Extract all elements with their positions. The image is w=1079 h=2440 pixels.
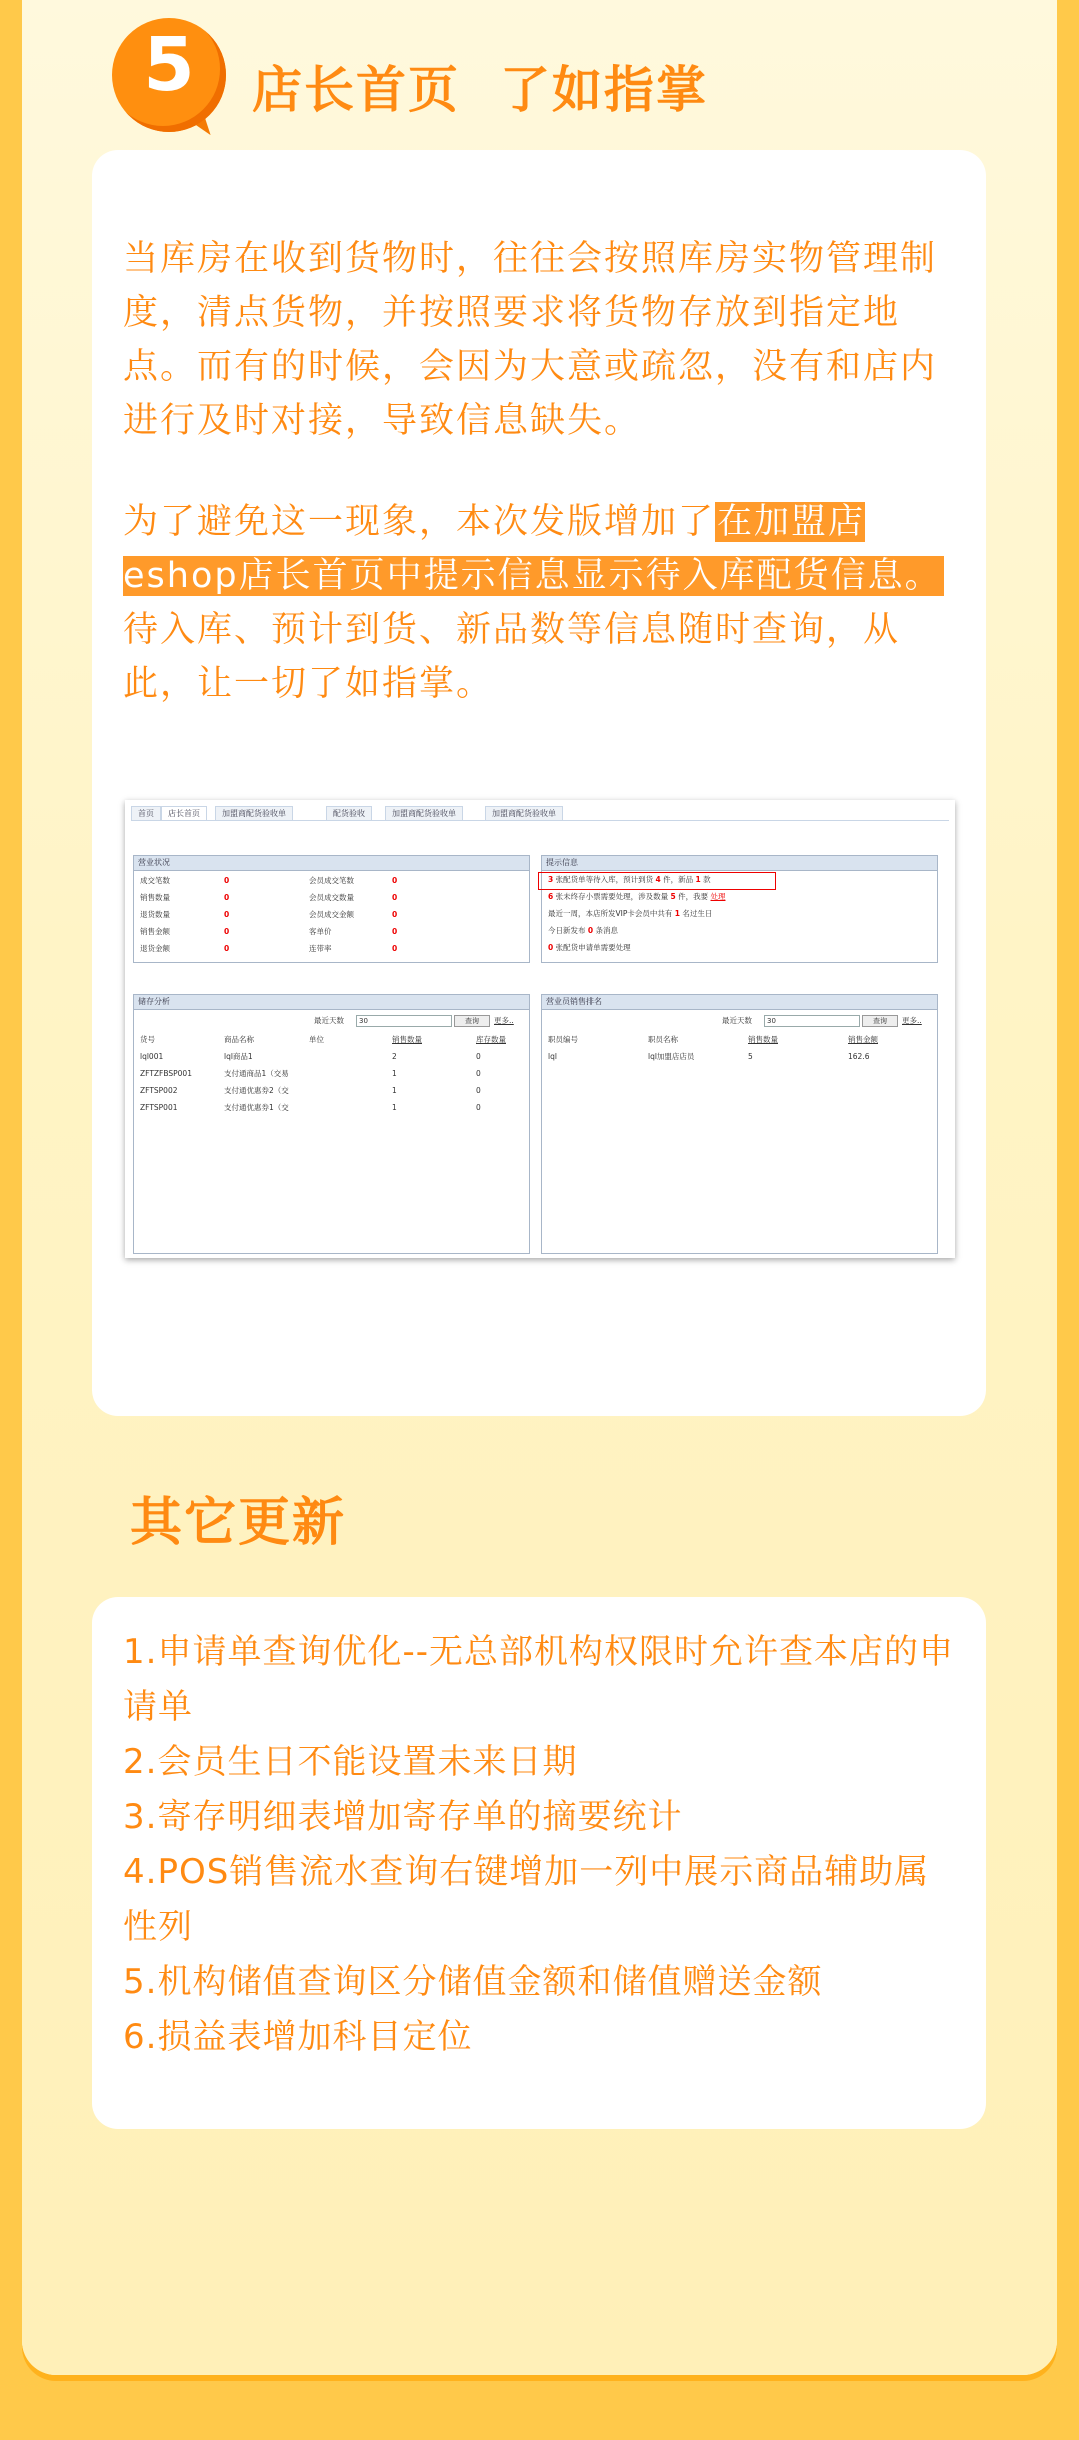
sales-label-7: 销售金额 <box>140 927 170 936</box>
sales-value-3: 0 <box>224 893 230 902</box>
tab-franchise-receipt-3[interactable]: 加盟商配货验收单 <box>485 806 563 820</box>
notice-panel <box>541 855 938 963</box>
stock-row-2-name: 支付通商品1（交易 <box>224 1069 289 1078</box>
section-title-main: 店长首页 <box>252 61 460 119</box>
sales-panel-title: 营业状况 <box>134 856 529 871</box>
rank-row-1-amount: 162.6 <box>848 1052 870 1061</box>
notice-line-3: 最近一周，本店所发VIP卡会员中共有 1 名过生日 <box>548 909 713 918</box>
stock-row-1-stock: 0 <box>476 1052 481 1061</box>
stock-row-3-stock: 0 <box>476 1086 481 1095</box>
notice-line-4: 今日新发布 0 条消息 <box>548 926 618 935</box>
stock-query-button[interactable]: 查询 <box>454 1015 490 1027</box>
stock-header-sales[interactable]: 销售数量 <box>392 1035 422 1044</box>
section-title <box>252 50 708 122</box>
sales-label-9: 退货金额 <box>140 944 170 953</box>
stock-days-input[interactable]: 30 <box>356 1015 452 1027</box>
stock-header-code: 货号 <box>140 1035 155 1044</box>
tab-home[interactable]: 首页 <box>131 806 161 820</box>
tab-bar <box>131 806 949 821</box>
sales-rank-panel <box>541 994 938 1254</box>
section-title-sub: 了如指掌 <box>500 61 708 119</box>
sales-label-2: 会员成交笔数 <box>309 876 354 885</box>
sales-value-4: 0 <box>392 893 398 902</box>
sales-label-6: 会员成交金额 <box>309 910 354 919</box>
update-item-1: 1.申请单查询优化--无总部机构权限时允许查本店的申请单 <box>123 1632 954 1727</box>
section-number-badge <box>112 18 226 132</box>
rank-days-label: 最近天数 <box>722 1016 752 1025</box>
rank-header-id: 职员编号 <box>548 1035 578 1044</box>
rank-header-amount[interactable]: 销售金额 <box>848 1035 878 1044</box>
stock-row-2-stock: 0 <box>476 1069 481 1078</box>
rank-row-1-id: lql <box>548 1052 557 1061</box>
notice-line-1: 3 张配货单等待入库，预计到货 4 件，新品 1 款 <box>548 875 711 884</box>
updates-list <box>123 1625 963 2065</box>
intro-para2-highlight: 在加盟店eshop店长首页中提示信息显示待入库配货信息。 <box>123 502 942 596</box>
sales-status-panel <box>133 855 530 963</box>
sales-value-5: 0 <box>224 910 230 919</box>
sales-value-7: 0 <box>224 927 230 936</box>
intro-paragraph-2 <box>123 495 953 711</box>
tab-receipt-check[interactable]: 配货验收 <box>326 806 372 820</box>
stock-row-4-stock: 0 <box>476 1103 481 1112</box>
sales-label-1: 成交笔数 <box>140 876 170 885</box>
other-updates-title: 其它更新 <box>130 1493 347 1553</box>
sales-label-10: 连带率 <box>309 944 332 953</box>
stock-row-3-code: ZFTSP002 <box>140 1086 178 1095</box>
stock-more-link[interactable]: 更多.. <box>494 1016 514 1025</box>
rank-row-1-qty: 5 <box>748 1052 753 1061</box>
rank-header-name: 职员名称 <box>648 1035 678 1044</box>
stock-row-4-code: ZFTSP001 <box>140 1103 178 1112</box>
feature-card <box>92 150 986 1416</box>
intro-para2-pre: 为了避免这一现象，本次发版增加了 <box>123 502 716 542</box>
stock-header-name: 商品名称 <box>224 1035 254 1044</box>
stock-header-unit: 单位 <box>309 1035 324 1044</box>
tab-franchise-receipt-2[interactable]: 加盟商配货验收单 <box>385 806 463 820</box>
notice-line-5: 0 张配货申请单需要处理 <box>548 943 631 952</box>
tab-franchise-receipt-1[interactable]: 加盟商配货验收单 <box>215 806 293 820</box>
sales-value-9: 0 <box>224 944 230 953</box>
sales-label-3: 销售数量 <box>140 893 170 902</box>
sales-label-5: 退货数量 <box>140 910 170 919</box>
notice-line-2: 6 张未终存小票需要处理，涉及数量 5 件，我要 处理 <box>548 892 726 901</box>
updates-card <box>92 1597 986 2129</box>
stock-row-4-name: 支付通优惠券1（交 <box>224 1103 289 1112</box>
rank-days-input[interactable]: 30 <box>764 1015 860 1027</box>
intro-para2-post: 待入库、预计到货、新品数等信息随时查询，从此，让一切了如指掌。 <box>123 610 901 704</box>
badge-number: 5 <box>143 22 195 108</box>
sales-value-6: 0 <box>392 910 398 919</box>
rank-row-1-name: lql加盟店店员 <box>648 1052 695 1061</box>
update-item-6: 6.损益表增加科目定位 <box>123 2017 473 2057</box>
rank-panel-title: 营业员销售排名 <box>542 995 937 1010</box>
sales-value-8: 0 <box>392 927 398 936</box>
rank-header-qty[interactable]: 销售数量 <box>748 1035 778 1044</box>
stock-row-3-name: 支付通优惠券2（交 <box>224 1086 289 1095</box>
sales-label-4: 会员成交数量 <box>309 893 354 902</box>
sales-value-1: 0 <box>224 876 230 885</box>
stock-days-label: 最近天数 <box>314 1016 344 1025</box>
stock-row-4-sales: 1 <box>392 1103 397 1112</box>
stock-header-stock[interactable]: 库存数量 <box>476 1035 506 1044</box>
stock-analysis-panel <box>133 994 530 1254</box>
sales-value-2: 0 <box>392 876 398 885</box>
notice-panel-title: 提示信息 <box>542 856 937 871</box>
sales-label-8: 客单价 <box>309 927 332 936</box>
stock-row-2-code: ZFTZFBSP001 <box>140 1069 192 1078</box>
update-item-2: 2.会员生日不能设置未来日期 <box>123 1742 578 1782</box>
intro-paragraph-1: 当库房在收到货物时，往往会按照库房实物管理制度，清点货物，并按照要求将货物存放到指定地点。而有的时候，会因为大意或疏忽，没有和店内进行及时对接，导致信息缺失。 <box>123 239 938 441</box>
stock-row-1-sales: 2 <box>392 1052 397 1061</box>
tab-manager-home[interactable]: 店长首页 <box>161 806 207 820</box>
sales-value-10: 0 <box>392 944 398 953</box>
stock-row-1-name: lql商品1 <box>224 1052 253 1061</box>
stock-row-2-sales: 1 <box>392 1069 397 1078</box>
update-item-3: 3.寄存明细表增加寄存单的摘要统计 <box>123 1797 683 1837</box>
process-link[interactable]: 处理 <box>710 892 726 901</box>
stock-row-1-code: lql001 <box>140 1052 164 1061</box>
stock-row-3-sales: 1 <box>392 1086 397 1095</box>
update-item-4: 4.POS销售流水查询右键增加一列中展示商品辅助属性列 <box>123 1852 930 1947</box>
rank-more-link[interactable]: 更多.. <box>902 1016 922 1025</box>
update-item-5: 5.机构储值查询区分储值金额和储值赠送金额 <box>123 1962 823 2002</box>
stock-panel-title: 储存分析 <box>134 995 529 1010</box>
rank-query-button[interactable]: 查询 <box>862 1015 898 1027</box>
app-screenshot <box>125 800 955 1258</box>
